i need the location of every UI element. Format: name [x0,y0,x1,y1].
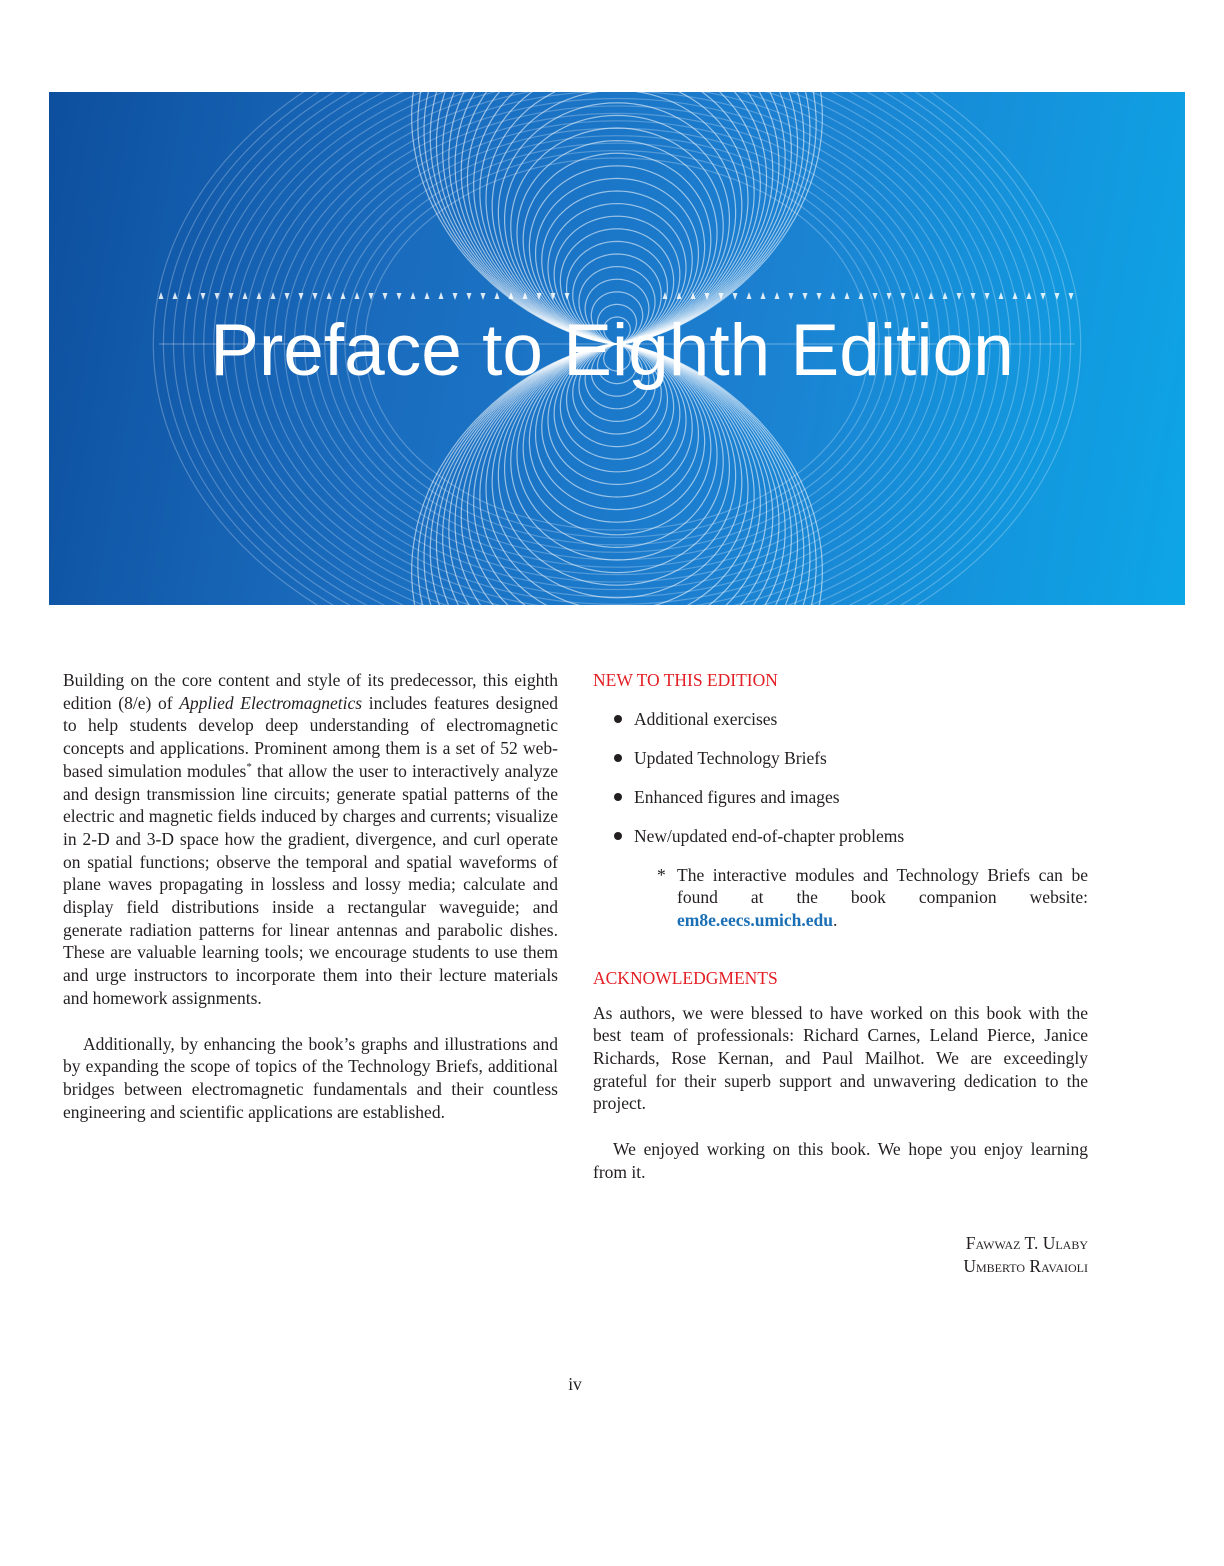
new-features-list [593,708,1088,864]
list-item-label: New/updated end-of-chapter problems [634,825,905,846]
acknowledgments-heading: ACKNOWLEDGMENTS [593,967,778,988]
list-item [614,708,1088,747]
companion-website-link[interactable]: em8e.eecs.umich.edu [677,910,834,931]
page-number: iv [568,1374,582,1394]
acknowledgments-paragraph: As authors, we were blessed to have worked on this book with the best team of professionals: Richard Carnes, Leland Pierce, Janice Richards, Rose Kernan, and Paul Mailhot. We are exceedingly grateful for their superb support and unwavering dedication to the project. [593,1002,1088,1114]
list-item-label: Updated Technology Briefs [634,747,827,768]
right-column [593,669,1088,1183]
list-item [614,825,1088,864]
list-item [614,747,1088,786]
new-edition-heading: NEW TO THIS EDITION [593,670,778,690]
footnote-text: The interactive modules and Technology Briefs can be found at the book companion website: [677,864,1088,908]
author-signatures [593,1232,1088,1277]
author-name: Fawwaz T. Ulaby [965,1233,1088,1253]
footnote-period: . [833,910,838,931]
footnote-marker: * [246,760,252,773]
book-title-italic: Applied Electromagnetics [179,692,363,713]
second-paragraph: Additionally, by enhancing the book’s graphs and illustrations and by expanding the scope of topics of the Technology Briefs, additional bridges between electromagnetic fundamentals and their countless engineering and scientific applications are established. [63,1033,558,1122]
author-name: Umberto Ravaioli [963,1255,1088,1276]
intro-text-part3: that allow the user to interactively analyze and design transmission line circuits; generate spatial patterns of the electric and magnetic fields induced by charges and currents; visualize in 2-D and 3-D space how the gradient, divergence, and curl operate on spatial functions; observe the temporal and spatial waveforms of plane waves propagating in lossless and lossy media; calculate and display field distributions inside a rectangular waveguide; and generate radiation patterns for linear antennas and parabolic dishes. These are valuable learning tools; we encourage students to use them and urge instructors to incorporate them into their lecture materials and homework assignments. [63,760,558,1008]
list-item [614,786,1088,825]
bullet-icon [614,715,622,723]
closing-paragraph: We enjoyed working on this book. We hope you enjoy learning from it. [593,1139,1088,1182]
intro-paragraph [63,669,558,1010]
bullet-icon [614,754,622,762]
footnote-star: * [657,864,666,885]
intro-text-part1: Building on the core content and style of its predecessor, this eighth edition (8/e) of [63,670,558,713]
left-column [63,669,558,1123]
page-title: Preface to Eighth Edition [210,310,1014,391]
list-item-label: Additional exercises [634,708,778,729]
bullet-icon [614,832,622,840]
footnote [657,864,1088,932]
intro-text-part2: includes features designed to help students develop deep understanding of electromagnetic concepts and applications. Prominent among them is a set of 52 web-based simulation modules [63,692,559,781]
banner-image [49,92,1185,605]
list-item-label: Enhanced figures and images [634,786,840,807]
bullet-icon [614,793,622,801]
